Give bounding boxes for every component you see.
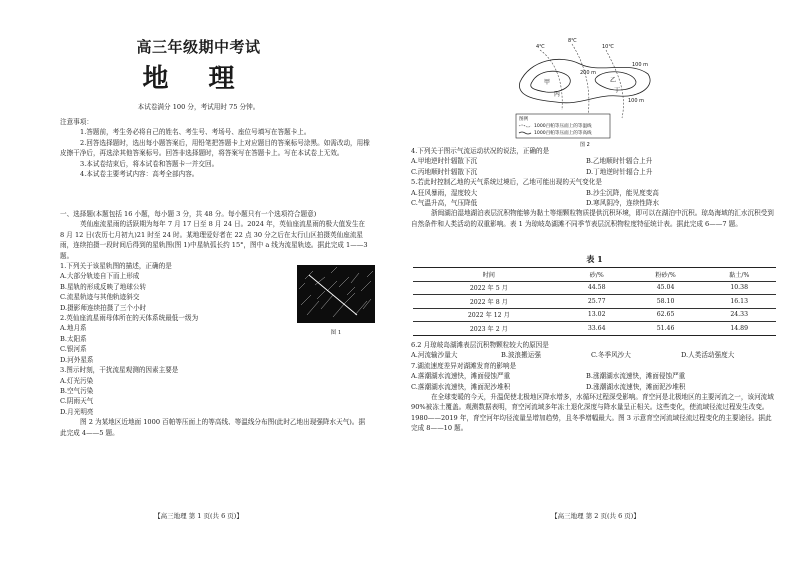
- legend-item: 1000百帕等压面上的等温线: [534, 124, 592, 129]
- table-cell: 62.65: [629, 308, 703, 322]
- figure-1-caption: 图 1: [330, 330, 342, 336]
- option: B.波浪搬运强: [501, 351, 541, 360]
- notice-item: 2.回答选择题时，选出每小题答案后，用铅笔把答题卡上对应题目的答案标号涂黑。如需改动，用橡皮擦干净后，再选涂其他答案标号。回答非选择题时，将答案写在答题卡上。写在本试卷上无效。: [60, 138, 370, 158]
- question-2: 2.英仙座流星雨母体所在的天体系统最低一级为: [60, 314, 199, 323]
- section-heading: 一、选择题(本题包括 16 小题，每小题 3 分，共 48 分。每小题只有一个选项符合题意): [60, 210, 317, 218]
- option: C.冬季风沙大: [591, 351, 631, 360]
- score-line: 本试卷满分 100 分，考试用时 75 分钟。: [137, 103, 260, 111]
- option: C.阴雨天气: [60, 397, 94, 406]
- option: A.地月系: [60, 324, 87, 333]
- question-6: 6.2 月琼岐岛湖滩表层沉积物颗粒较大的原因是: [411, 341, 549, 349]
- place-bing: 丙: [554, 91, 561, 98]
- label-temp: 10℃: [602, 44, 614, 50]
- table-cell: 16.13: [702, 295, 776, 309]
- table-cell: 58.10: [629, 295, 703, 309]
- table-row: [413, 308, 776, 322]
- star-trail-photo: [297, 265, 375, 323]
- table-cell: 10.38: [702, 281, 776, 295]
- table-row: [413, 281, 776, 295]
- table-cell: 14.89: [702, 322, 776, 336]
- label-temp: 4℃: [536, 44, 545, 50]
- isotherm-c: [606, 50, 623, 118]
- passage: 图 2 为某地区近地面 1000 百帕等压面上的等高线、等温线分布图(此时乙地出现强降水天气)。据此完成 4——5 题。: [60, 418, 366, 437]
- data-table: [413, 267, 776, 336]
- option: B.涨潮湖水流速快，滩面侵蚀严重: [586, 372, 686, 381]
- table-cell: 51.46: [629, 322, 703, 336]
- label-contour: 100 m: [628, 98, 645, 104]
- place-ding: 丁: [614, 87, 621, 94]
- place-jia: 甲: [544, 79, 551, 86]
- option: D.月光明亮: [60, 407, 94, 416]
- table-cell: 2022 年 5 月: [413, 281, 565, 295]
- option: B.沙尘沉降，能见度变高: [586, 188, 659, 197]
- option: D.涨潮湖水流速快，滩面泥沙堆积: [586, 382, 686, 391]
- option: A.落潮湖水流速快，滩面侵蚀严重: [411, 372, 511, 381]
- option: B.空气污染: [60, 386, 94, 395]
- table-header: 时间: [413, 268, 565, 282]
- label-contour: 200 m: [580, 70, 597, 76]
- table-header: 黏土/%: [702, 268, 776, 282]
- notice-item: 1.答题前，考生务必将自己的姓名、考生号、考场号、座位号填写在答题卡上。: [80, 128, 311, 137]
- passage: 浙闽湖泊湿地湖泊表层沉积物能够为黏土等细颗粒物质提供沉积环境，即可以在湖泊中沉积。琼岛海域的汇水沉积受到自然条件和人类活动的双重影响。表 1 为琼岐岛湖滩不同季节表层沉积物粒度特征统计表。据此完成 6——7 题。: [411, 209, 774, 228]
- option: A.河流输沙量大: [411, 351, 458, 360]
- question-5: 5.若此时控制乙地的天气系统过境后，乙地可能出现的天气变化是: [411, 178, 602, 187]
- passage: 在全球变暖的今天，升温促使北极地区降水增多，水循环过程深受影响。育空河是北极地区的主要河流之一，该河流域 90%被冻土覆盖。观测数据表明，育空河流域多年冻土退化深度与降水量呈正相关。这些变化，使流域径流过程发生改变。1980——2019 年，育空河年均径流量呈增加趋势，且冬季增幅最大。图 3 示意育空河流域径流过程变化的主要途径。据此完成 8——10 题。: [411, 393, 774, 433]
- notice-item: 4.本试卷主要考试内容：高考全部内容。: [80, 170, 199, 179]
- option: A.大部分轨迹自下而上形成: [60, 272, 140, 281]
- isohypse-outer: [519, 59, 650, 103]
- isohypse-jia: [531, 71, 571, 92]
- label-contour: 100 m: [632, 62, 649, 68]
- table-cell: 13.02: [565, 308, 629, 322]
- passage: 英仙座流星雨的活跃期为每年 7 月 17 日至 8 月 24 日。2024 年，英仙座流星雨的极大值发生在 8 月 12 日(农历七月初九)21 时至 24 时。某地理爱好者在 22 点 30 分之后在太行山区拍摄英仙座流星雨，连续拍摄一段时间后得到的星轨图(图 1)中星轨弧长约 15°，图中 a 线为流星轨迹。据此完成 1——3 题。: [60, 220, 368, 260]
- label-temp: 8℃: [568, 38, 577, 44]
- place-yi: 乙: [610, 77, 617, 84]
- table-header: 粉砂/%: [629, 268, 703, 282]
- option: C.落潮湖水流速快，滩面泥沙堆积: [411, 382, 511, 391]
- option: C.银河系: [60, 345, 87, 354]
- table-header-row: [413, 268, 776, 282]
- option: D.河外星系: [60, 355, 94, 364]
- legend-title: 图例: [519, 117, 529, 122]
- option: C.丙地顺时针辐散下沉: [411, 167, 478, 176]
- table-header: 砂/%: [565, 268, 629, 282]
- notice-title: 注意事项：: [60, 118, 93, 126]
- option: B.乙地顺时针辐合上升: [586, 157, 653, 166]
- table-title: 表 1: [586, 254, 603, 264]
- question-3: 3.图示时刻，干扰流星观测的因素主要是: [60, 366, 179, 375]
- option: B.太阳系: [60, 334, 87, 343]
- figure-2-map: [510, 30, 660, 148]
- subject-title: 地理: [142, 64, 275, 94]
- page-footer: 【高三地理 第 1 页(共 6 页)】: [154, 512, 243, 520]
- isotherm-b: [572, 44, 589, 116]
- option: D.寒风阴冷，连续性降水: [586, 199, 660, 208]
- option: D.摄影师连续拍摄了三个小时: [60, 303, 147, 312]
- table-cell: 2022 年 8 月: [413, 295, 565, 309]
- table-row: [413, 295, 776, 309]
- star-trail-image: [297, 265, 375, 323]
- question-7: 7.湖流速度差异对湖滩发育的影响是: [411, 361, 517, 370]
- exam-title: 高三年级期中考试: [136, 38, 261, 56]
- table-cell: 33.64: [565, 322, 629, 336]
- table-cell: 2023 年 2 月: [413, 322, 565, 336]
- option: C.气温升高，气压降低: [411, 199, 478, 208]
- notice-item: 3.本试卷结束后，将本试卷和答题卡一并交回。: [80, 159, 219, 168]
- page-footer: 【高三地理 第 2 页(共 6 页)】: [551, 512, 640, 520]
- question-1: 1.下列关于该星轨图的描述，正确的是: [60, 262, 172, 271]
- right-questions-lower: [411, 340, 776, 434]
- question-4: 4.下列关于图示气流运动状况的说法，正确的是: [411, 147, 550, 155]
- option: D.丁地逆时针辐合上升: [586, 167, 653, 176]
- question-section: [60, 209, 370, 438]
- option: B.星轨的形成反映了地球公转: [60, 282, 147, 291]
- option: A.甲地逆时针辐散下沉: [411, 157, 478, 166]
- table-cell: 44.58: [565, 281, 629, 295]
- contour-map: [510, 30, 660, 148]
- table-cell: 45.04: [629, 281, 703, 295]
- figure-2-caption: 图 2: [580, 142, 590, 148]
- table-cell: 24.33: [702, 308, 776, 322]
- meteor-trail-a: [309, 275, 357, 315]
- option: D.人类活动强度大: [681, 351, 735, 360]
- right-questions: [411, 146, 776, 229]
- option: C.流星轨迹与其他轨迹斜交: [60, 293, 140, 302]
- option: A.狂风暴雨，湿度较大: [411, 188, 478, 197]
- notice-block: [60, 117, 370, 179]
- legend-item: 1000百帕等压面上的等高线: [534, 131, 592, 136]
- table-cell: 25.77: [565, 295, 629, 309]
- table-cell: 2022 年 12 月: [413, 308, 565, 322]
- table-row: [413, 322, 776, 336]
- option: A.灯光污染: [60, 376, 94, 385]
